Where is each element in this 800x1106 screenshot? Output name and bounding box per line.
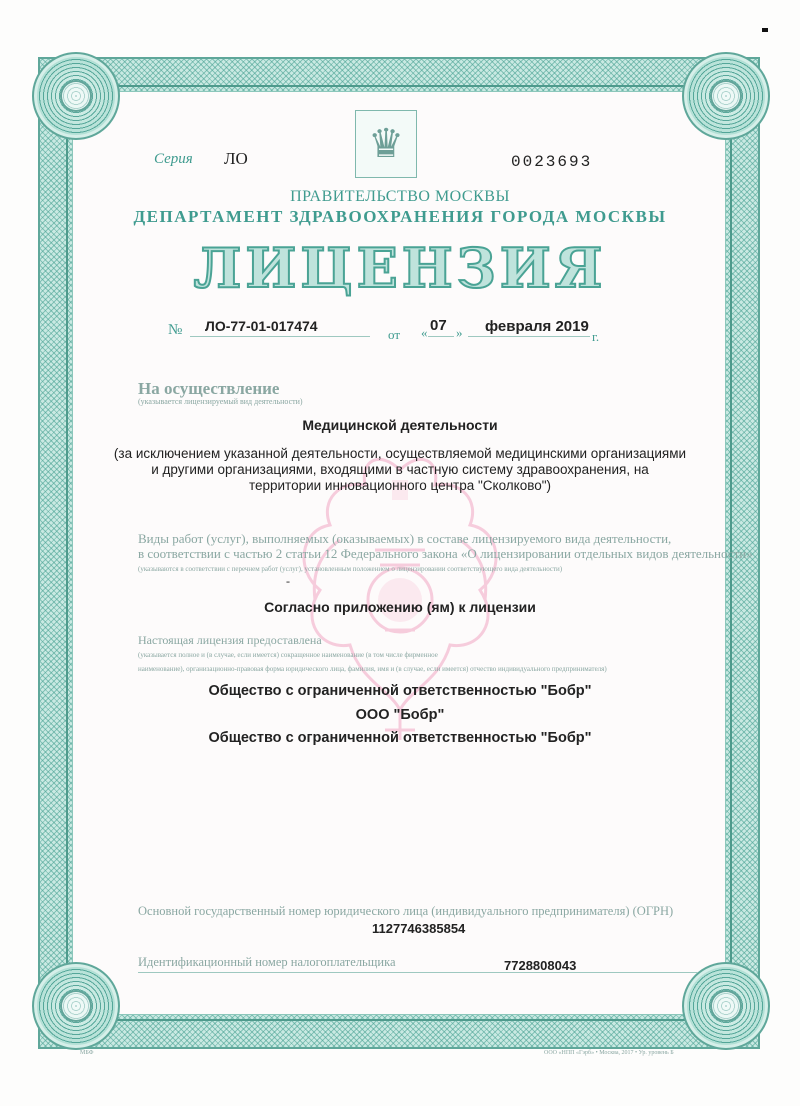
- licensee-intro: Настоящая лицензия предоставлена: [138, 633, 322, 647]
- works-sublabel: (указываются в соответствии с перечнем работ (услуг), установленным положением о лицензировании соответствующего вида деятельности): [138, 565, 563, 573]
- government-name: ПРАВИТЕЛЬСТВО МОСКВЫ: [290, 188, 510, 205]
- activity-exclusion-line-1: (за исключением указанной деятельности, осуществляемой медицинскими организациями: [113, 446, 687, 461]
- series-value: ЛО: [224, 149, 248, 168]
- rosette-bottom-right: [682, 962, 770, 1050]
- works-dash: -: [286, 574, 290, 588]
- license-number: ЛО-77-01-017474: [205, 318, 318, 334]
- inn-value: 7728808043: [504, 958, 577, 973]
- footer-right-note: ООО «НПП «Гэрб» • Москва, 2017 • Ур. уровень Б: [544, 1050, 674, 1056]
- department-name: ДЕПАРТАМЕНТ ЗДРАВООХРАНЕНИЯ ГОРОДА МОСКВЫ: [133, 207, 667, 226]
- activity-sublabel: (указывается лицензируемый вид деятельности): [138, 397, 303, 406]
- licensee-short-name: ООО "Бобр": [355, 707, 445, 723]
- ogrn-label: Основной государственный номер юридического лица (индивидуального предпринимателя) (ОГРН): [138, 904, 674, 918]
- date-quote-close: »: [456, 325, 463, 340]
- licensee-brand-name: Общество с ограниченной ответственностью "Бобр": [208, 730, 592, 746]
- series-label: Серия: [154, 151, 193, 167]
- scan-mark: [762, 28, 768, 32]
- inn-underline: [138, 972, 698, 973]
- license-day: 07: [430, 317, 447, 334]
- number-underline: [190, 336, 370, 337]
- works-value: Согласно приложению (ям) к лицензии: [264, 599, 536, 615]
- rosette-top-right: [682, 52, 770, 140]
- activity-exclusion-line-3: территории инновационного центра "Сколково"): [248, 478, 552, 493]
- licensee-note-line-2: наименование), организационно-правовая форма юридического лица, фамилия, имя и (в случае, если имеется) отчество индивидуального предпринимателя): [138, 665, 607, 673]
- date-prefix: от: [388, 327, 401, 342]
- activity-name: Медицинской деятельности: [302, 417, 498, 433]
- licensee-note-line-1: (указывается полное и (в случае, если имеется) сокращенное наименование (в том числе фирменное: [138, 651, 438, 659]
- double-headed-eagle-icon: ♛: [368, 121, 404, 166]
- blank-number: 0023693: [511, 153, 593, 171]
- rosette-bottom-left: [32, 962, 120, 1050]
- works-label-line-2: в соответствии с частью 2 статьи 12 Федерального закона «О лицензировании отдельных видов деятельности»: [138, 546, 753, 561]
- document-title: ЛИЦЕНЗИЯ: [193, 236, 607, 300]
- inn-label: Идентификационный номер налогоплательщика: [138, 955, 396, 969]
- date-quote-open: «: [421, 325, 428, 340]
- rosette-top-left: [32, 52, 120, 140]
- works-label-line-1: Виды работ (услуг), выполняемых (оказываемых) в составе лицензируемого вида деятельности,: [138, 531, 672, 546]
- activity-label: На осуществление: [138, 379, 280, 398]
- ogrn-value: 1127746385854: [372, 921, 466, 936]
- state-emblem: [355, 110, 417, 178]
- footer-left-note: МБФ: [80, 1050, 94, 1056]
- activity-exclusion-line-2: и другими организациями, входящими в частную систему здравоохранения, на: [151, 462, 649, 477]
- day-underline: [428, 336, 454, 337]
- year-suffix: г.: [592, 329, 600, 344]
- number-sign: №: [168, 322, 183, 338]
- month-underline: [468, 336, 590, 337]
- licensee-full-name: Общество с ограниченной ответственностью "Бобр": [208, 683, 592, 699]
- license-month-year: февраля 2019: [485, 318, 589, 335]
